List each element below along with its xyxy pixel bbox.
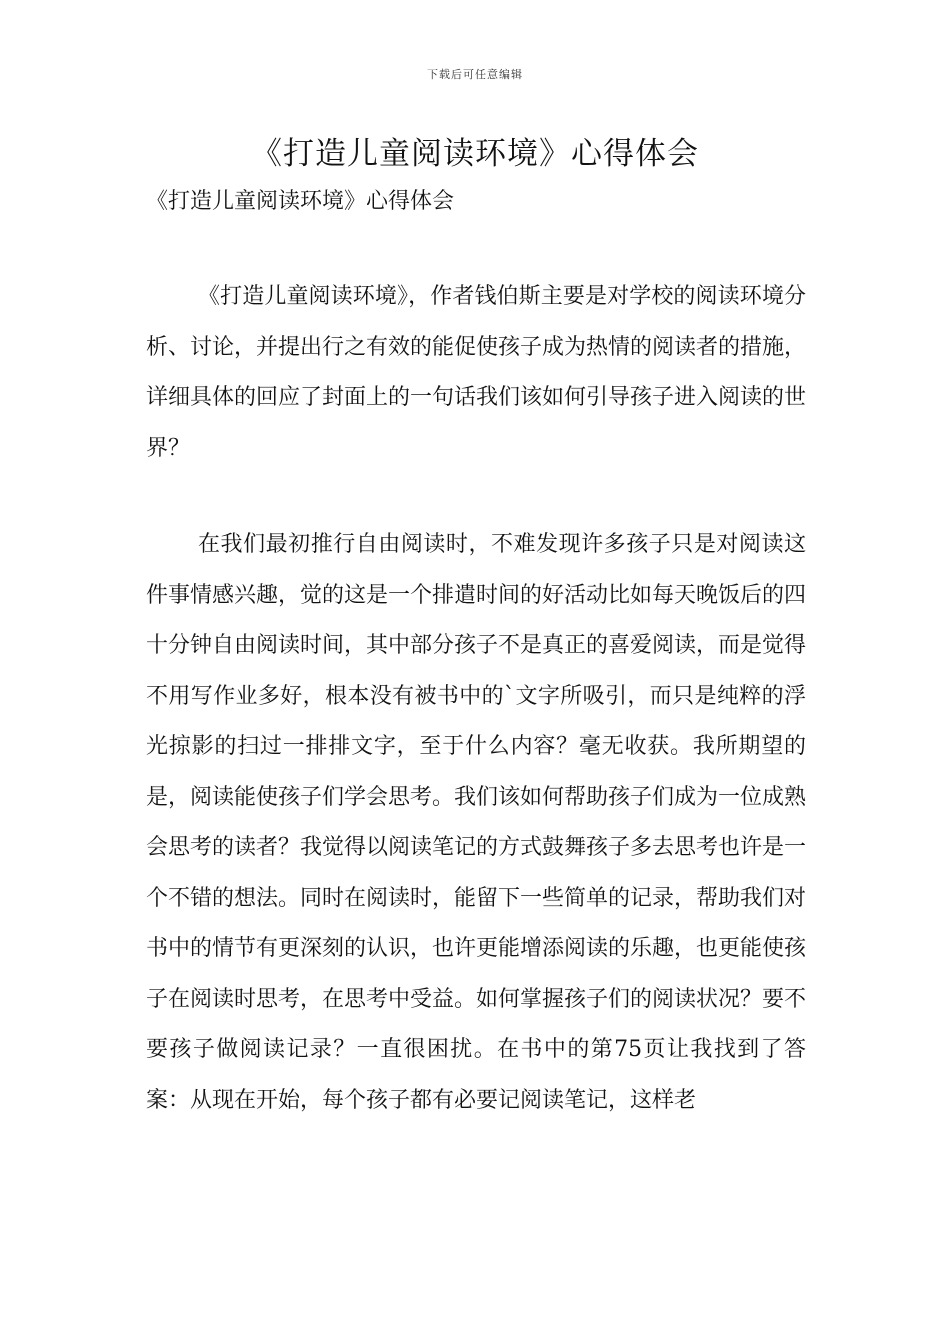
- document-title: 《打造儿童阅读环境》心得体会: [251, 136, 699, 172]
- document-subtitle: 《打造儿童阅读环境》心得体会: [146, 189, 455, 214]
- body-paragraph: 《打造儿童阅读环境》，作者钱伯斯主要是对学校的阅读环境分析、讨论，并提出行之有效的能促使孩子成为热情的阅读者的措施，详细具体的回应了封面上的一句话我们该如何引导孩子进入阅读的世界？: [146, 284, 807, 461]
- header-note: 下载后可任意编辑: [427, 68, 523, 81]
- body-paragraph: 在我们最初推行自由阅读时，不难发现许多孩子只是对阅读这件事情感兴趣，觉的这是一个排遣时间的好活动比如每天晚饭后的四十分钟自由阅读时间，其中部分孩子不是真正的喜爱阅读，而是觉得不用写作业多好，根本没有被书中的`文字所吸引，而只是纯粹的浮光掠影的扫过一排排文字，至于什么内容？毫无收获。我所期望的是，阅读能使孩子们学会思考。我们该如何帮助孩子们成为一位成熟会思考的读者？我觉得以阅读笔记的方式鼓舞孩子多去思考也许是一个不错的想法。同时在阅读时，能留下一些简单的记录，帮助我们对书中的情节有更深刻的认识，也许更能增添阅读的乐趣，也更能使孩子在阅读时思考，在思考中受益。如何掌握孩子们的阅读状况？要不要孩子做阅读记录？一直很困扰。在书中的第75页让我找到了答案：从现在开始，每个孩子都有必要记阅读笔记，这样老: [146, 532, 807, 1113]
